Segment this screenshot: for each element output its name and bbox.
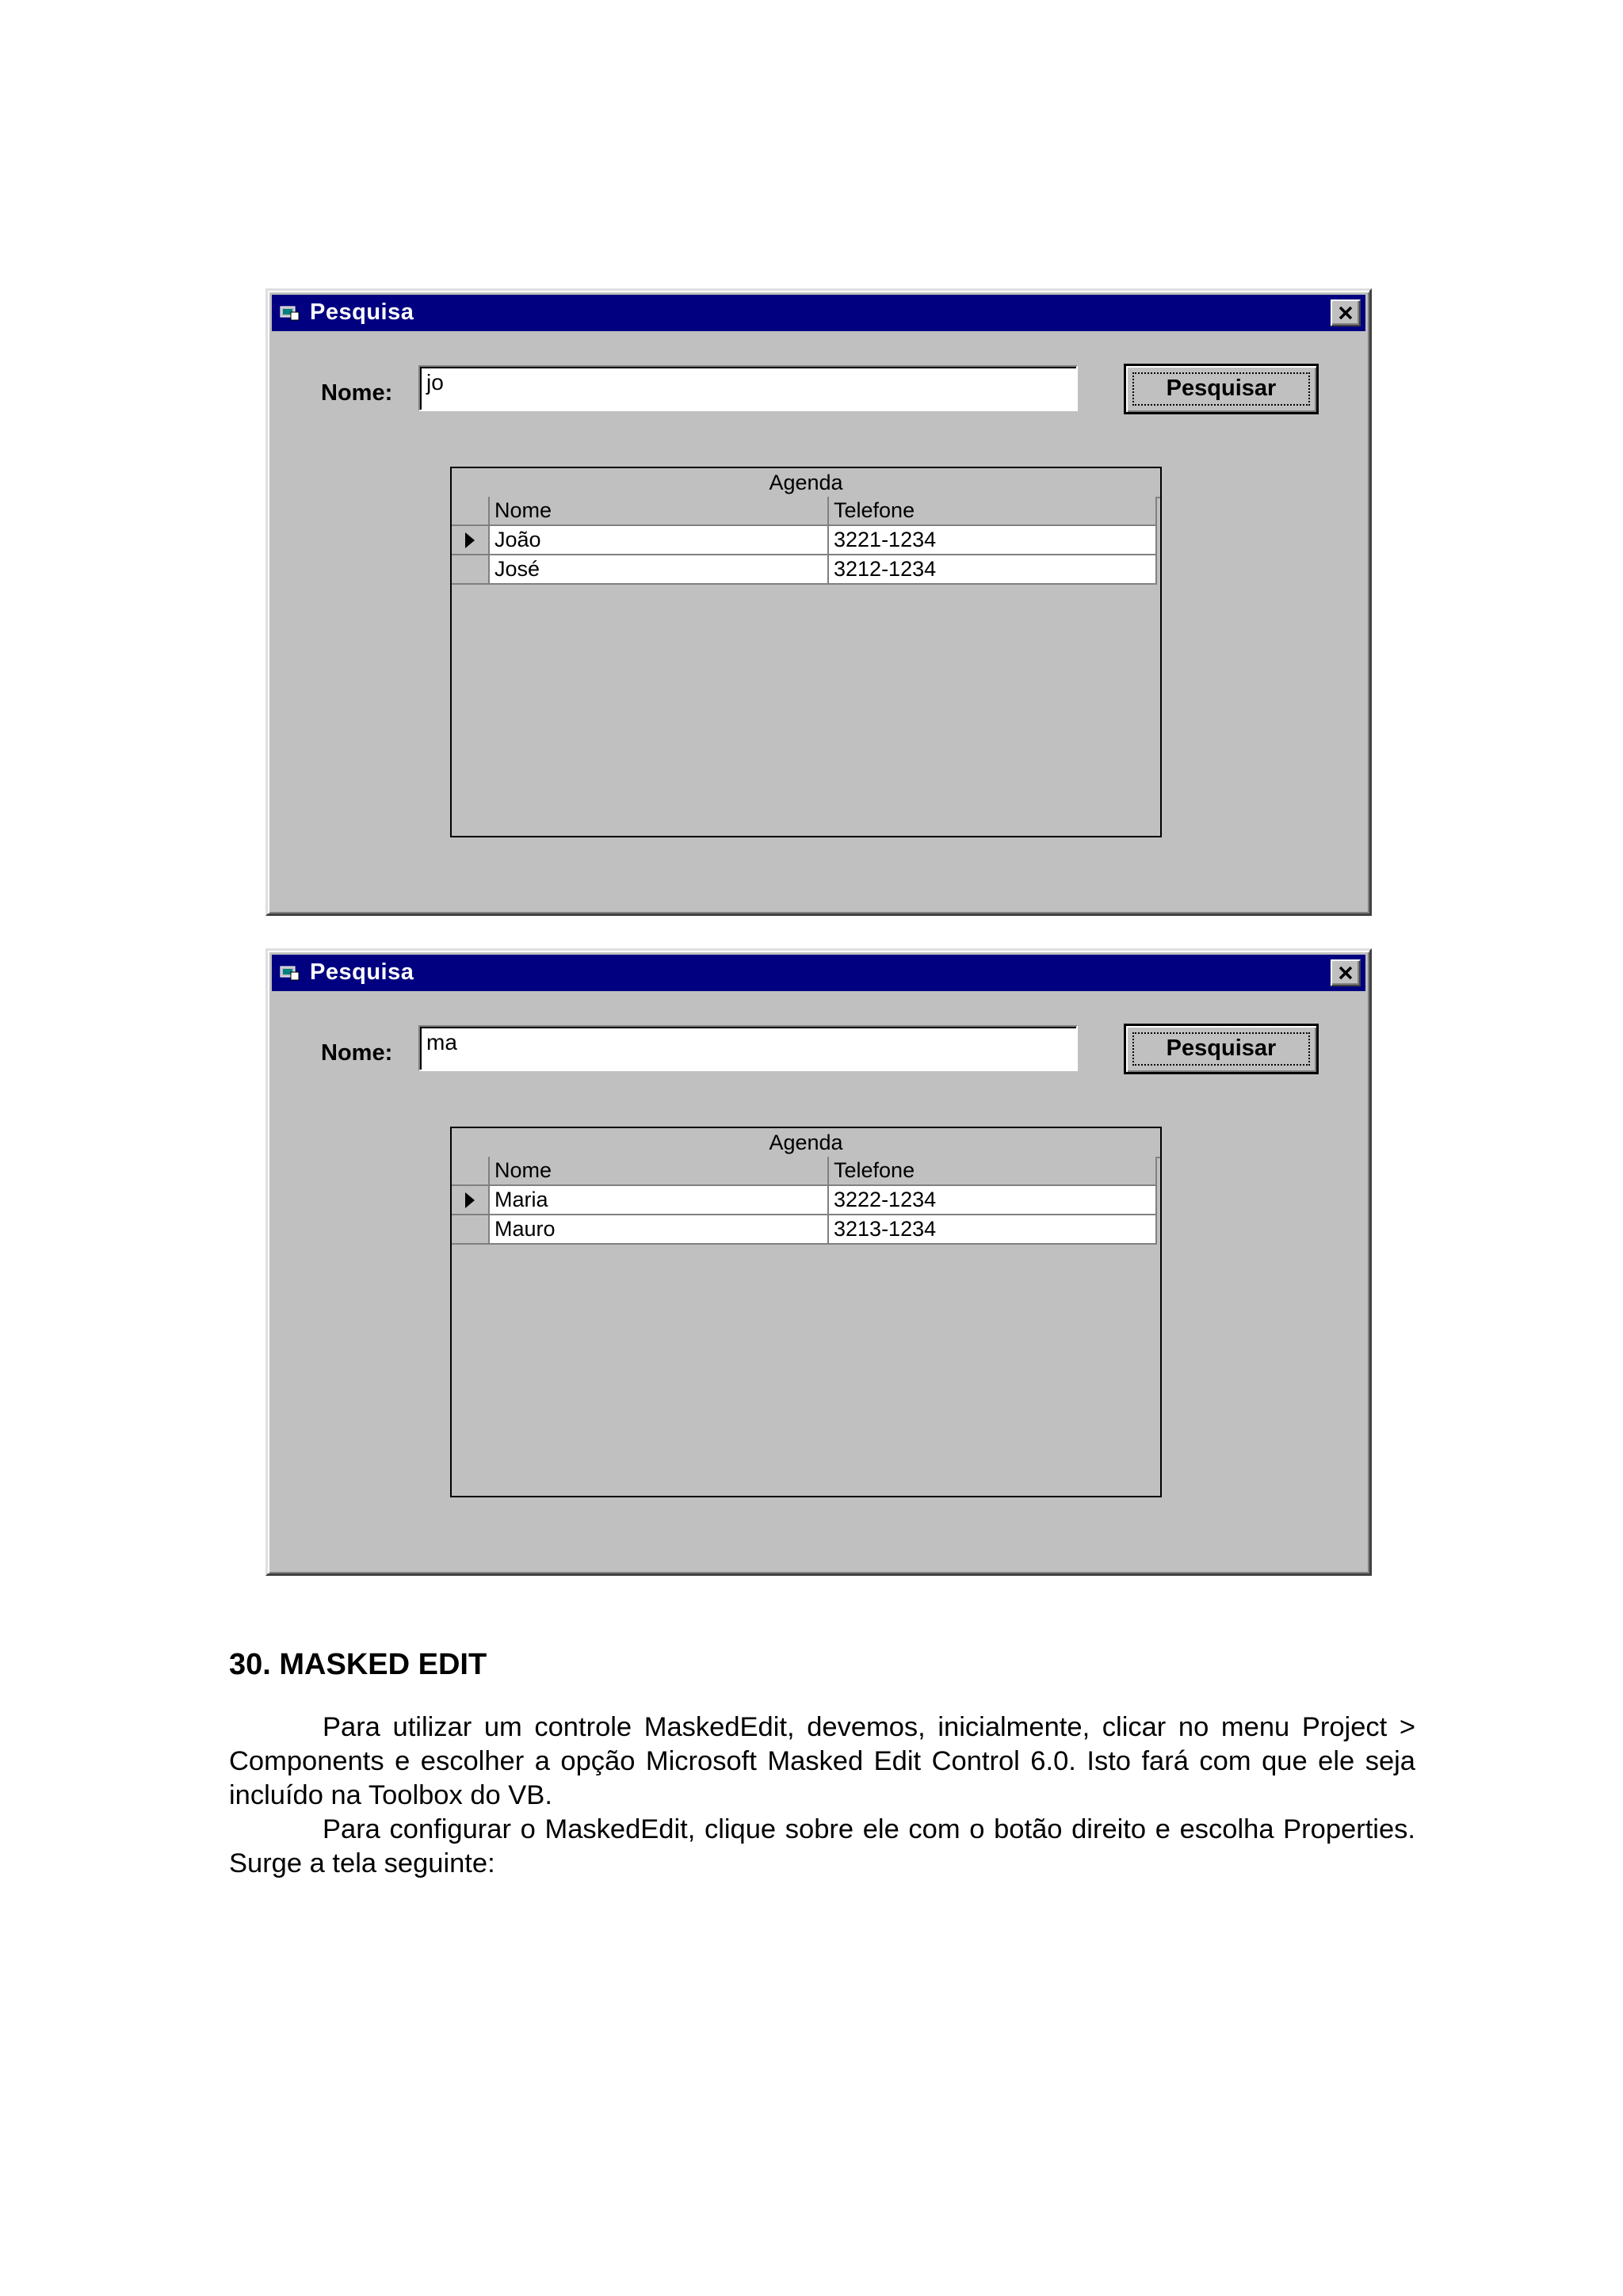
close-icon <box>1338 966 1353 980</box>
cell-nome[interactable]: Maria <box>490 1186 829 1215</box>
cell-telefone[interactable]: 3213-1234 <box>829 1215 1157 1245</box>
grid-header-row <box>452 1157 1160 1186</box>
pesquisar-button[interactable] <box>1124 1024 1319 1074</box>
row-selector[interactable] <box>452 555 490 585</box>
close-button[interactable] <box>1331 959 1361 986</box>
column-header-telefone[interactable]: Telefone <box>829 1157 1157 1186</box>
nome-input[interactable]: jo <box>418 365 1078 411</box>
app-icon <box>280 304 300 322</box>
row-pointer-icon <box>464 532 475 548</box>
pesquisar-button-label: Pesquisar <box>1166 1035 1277 1061</box>
grid-header-row <box>452 497 1160 526</box>
cell-nome[interactable]: José <box>490 555 829 585</box>
paragraph: Para configurar o MaskedEdit, clique sobre ele com o botão direito e escolha Properties. Surge a tela seguinte: <box>229 1814 1415 1878</box>
table-row[interactable] <box>452 555 1160 585</box>
row-selector[interactable] <box>452 526 490 555</box>
header-selector-cell <box>452 497 490 526</box>
table-row[interactable] <box>452 1215 1160 1245</box>
nome-label: Nome: <box>321 1040 393 1066</box>
agenda-grid[interactable] <box>450 1127 1162 1497</box>
grid-caption: Agenda <box>452 1128 1160 1158</box>
pesquisa-dialog-1 <box>265 288 1372 916</box>
grid-caption: Agenda <box>452 468 1160 498</box>
paragraph: Para utilizar um controle MaskedEdit, devemos, inicialmente, clicar no menu Project > Components e escolher a opção Microsoft Masked Edit Control 6.0. Isto fará com que ele seja incluído na Toolbox do VB. <box>229 1712 1415 1810</box>
close-icon <box>1338 306 1353 320</box>
nome-label: Nome: <box>321 380 393 406</box>
window-title: Pesquisa <box>310 299 414 325</box>
cell-nome[interactable]: João <box>490 526 829 555</box>
cell-telefone[interactable]: 3221-1234 <box>829 526 1157 555</box>
nome-input[interactable]: ma <box>418 1025 1078 1071</box>
row-selector[interactable] <box>452 1215 490 1245</box>
row-selector[interactable] <box>452 1186 490 1215</box>
agenda-grid[interactable] <box>450 467 1162 837</box>
window-title: Pesquisa <box>310 959 414 985</box>
pesquisar-button-label: Pesquisar <box>1166 376 1277 401</box>
title-bar[interactable] <box>272 295 1365 331</box>
header-selector-cell <box>452 1157 490 1186</box>
cell-telefone[interactable]: 3222-1234 <box>829 1186 1157 1215</box>
row-pointer-icon <box>464 1192 475 1208</box>
section-heading: 30. MASKED EDIT <box>229 1648 487 1681</box>
pesquisa-dialog-2 <box>265 948 1372 1576</box>
cell-telefone[interactable]: 3212-1234 <box>829 555 1157 585</box>
close-button[interactable] <box>1331 299 1361 326</box>
pesquisar-button[interactable] <box>1124 364 1319 414</box>
column-header-nome[interactable]: Nome <box>490 497 829 526</box>
column-header-telefone[interactable]: Telefone <box>829 497 1157 526</box>
table-row[interactable] <box>452 1186 1160 1215</box>
app-icon <box>280 964 300 982</box>
table-row[interactable] <box>452 526 1160 555</box>
title-bar[interactable] <box>272 955 1365 991</box>
column-header-nome[interactable]: Nome <box>490 1157 829 1186</box>
cell-nome[interactable]: Mauro <box>490 1215 829 1245</box>
